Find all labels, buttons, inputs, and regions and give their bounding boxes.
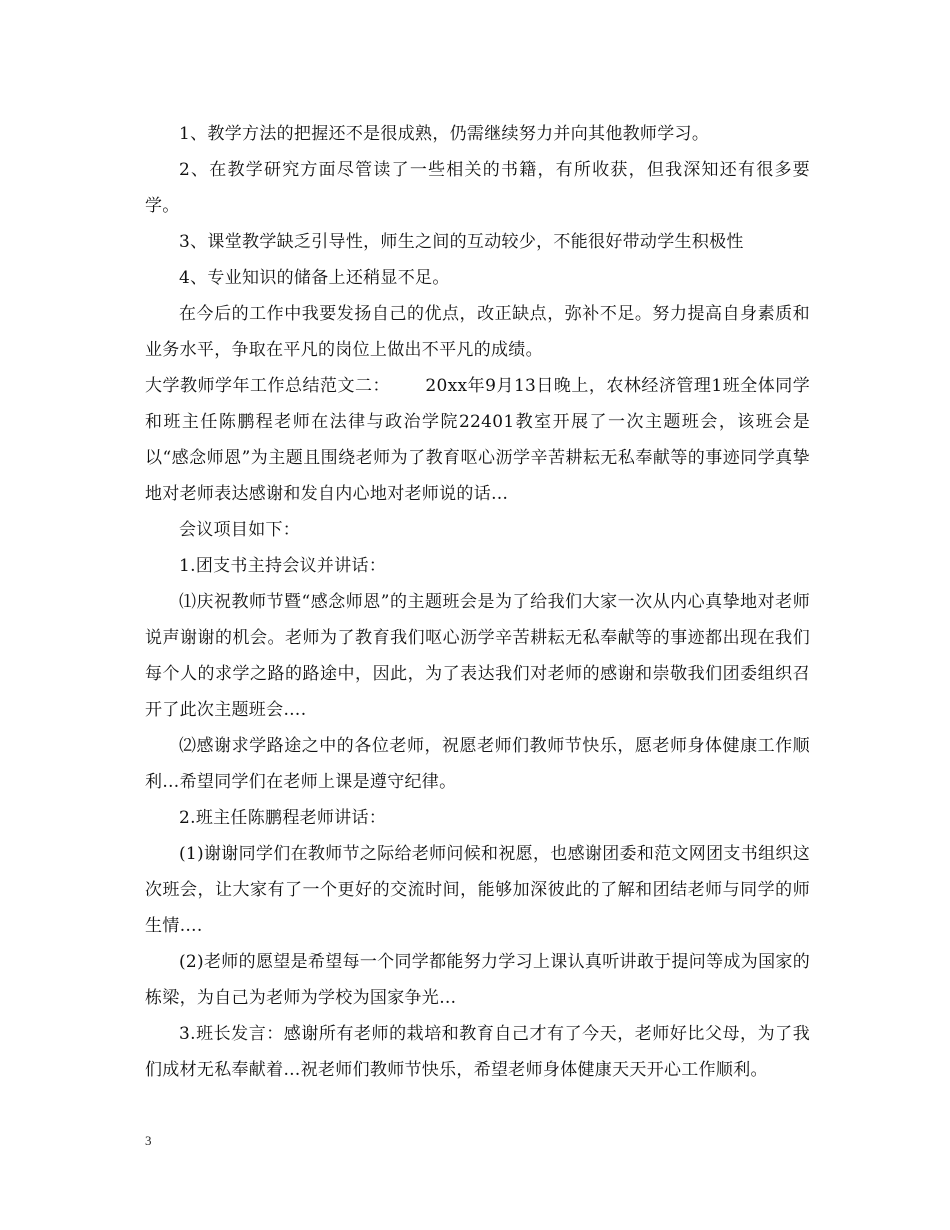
paragraph-12: (1)谢谢同学们在教师节之际给老师问候和祝愿，也感谢团委和范文网团支书组织这次班会，让大家有了一个更好的交流时间，能够加深彼此的了解和团结老师与同学的师生情…. (145, 844, 810, 936)
paragraph-8: 1.团支书主持会议并讲话： (179, 556, 387, 576)
paragraph-11: 2.班主任陈鹏程老师讲话： (179, 808, 387, 828)
paragraph-5: 在今后的工作中我要发扬自己的优点，改正缺点，弥补不足。努力提高自身素质和业务水平，争取在平凡的岗位上做出不平凡的成绩。 (145, 304, 810, 360)
paragraph-13: (2)老师的愿望是希望每一个同学都能努力学习上课认真听讲敢于提问等成为国家的栋梁，为自己为老师为学校为国家争光… (145, 952, 810, 1008)
paragraph-14: 3.班长发言：感谢所有老师的栽培和教育自己才有了今天，老师好比父母，为了我们成材无私奉献着…祝老师们教师节快乐，希望老师身体健康天天开心工作顺利。 (145, 1024, 810, 1080)
paragraph-9: ⑴庆祝教师节暨“感念师恩”的主题班会是为了给我们大家一次从内心真挚地对老师说声谢谢的机会。老师为了教育我们呕心沥学辛苦耕耘无私奉献等的事迹都出现在我们每个人的求学之路的路途中，因此，为了表达我们对老师的感谢和崇敬我们团委组织召开了此次主题班会…. (145, 592, 810, 720)
paragraph-4: 4、专业知识的储备上还稍显不足。 (179, 268, 450, 288)
paragraph-6: 大学教师学年工作总结范文二： 20xx年9月13日晚上，农林经济管理1班全体同学和班主任陈鹏程老师在法律与政治学院22401教室开展了一次主题班会，该班会是以“感念师恩”为主题且围绕老师为了教育呕心沥学辛苦耕耘无私奉献等的事迹同学真挚地对老师表达感谢和发自内心地对老师说的话… (145, 376, 810, 504)
paragraph-2: 2、在教学研究方面尽管读了一些相关的书籍，有所收获，但我深知还有很多要学。 (145, 160, 810, 216)
document-body (145, 116, 810, 1088)
paragraph-7: 会议项目如下： (179, 520, 301, 540)
paragraph-3: 3、课堂教学缺乏引导性，师生之间的互动较少，不能很好带动学生积极性 (179, 232, 744, 252)
paragraph-10: ⑵感谢求学路途之中的各位老师，祝愿老师们教师节快乐，愿老师身体健康工作顺利…希望同学们在老师上课是遵守纪律。 (145, 736, 810, 792)
page-number: 3 (145, 1133, 152, 1148)
paragraph-1: 1、教学方法的把握还不是很成熟，仍需继续努力并向其他教师学习。 (179, 124, 710, 144)
